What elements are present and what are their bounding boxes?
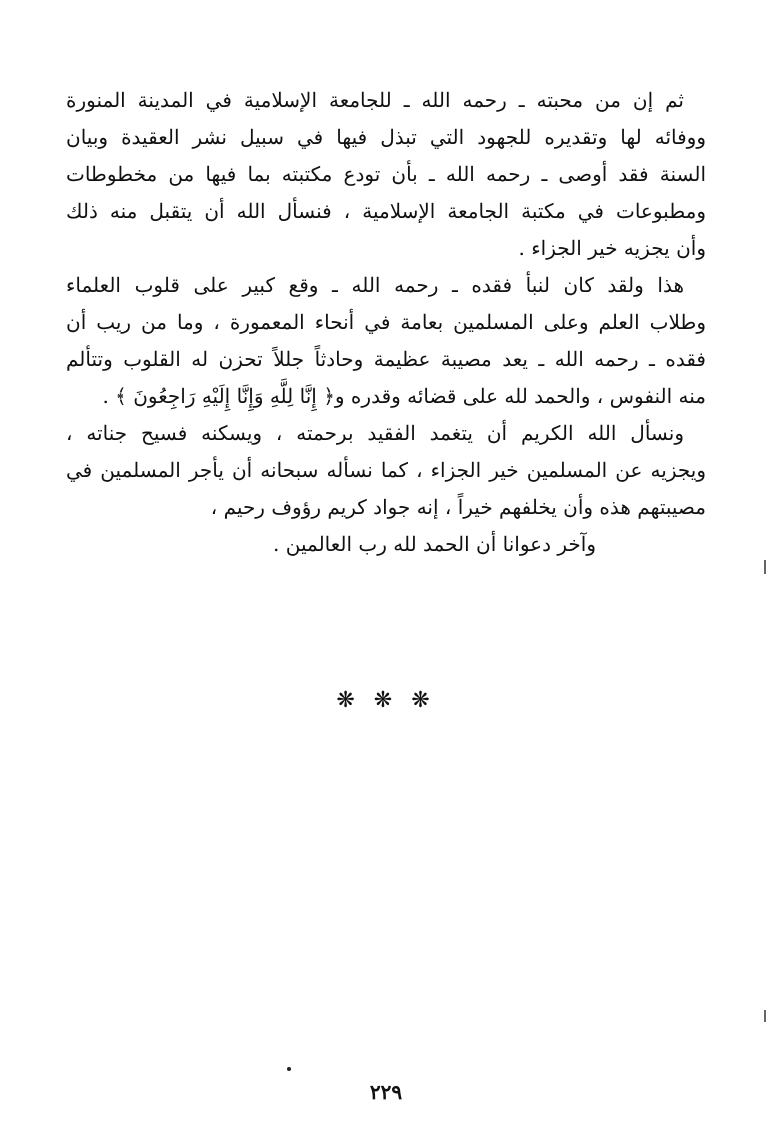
text-line: منه النفوس ، والحمد لله على قضائه وقدره و﴿ إِنَّا لِلَّهِ وَإِنَّا إِلَيْهِ رَاجِعُونَ ﴾ .: [102, 384, 706, 408]
section-separator: ❋ ❋ ❋: [336, 688, 436, 713]
paragraph-2: [66, 267, 706, 415]
body-text: [66, 82, 706, 563]
text-line: فقده ـ رحمه الله ـ يعد مصيبة عظيمة وحادثاً جللاً تحزن له القلوب وتتألم: [66, 347, 706, 371]
text-line: مصيبتهم هذه وأن يخلفهم خيراً ، إنه جواد كريم رؤوف رحيم ،: [210, 495, 706, 519]
page-number: ٢٢٩: [369, 1080, 403, 1104]
closing-paragraph: [66, 526, 706, 563]
text-line: هذا ولقد كان لنبأ فقده ـ رحمه الله ـ وقع كبير على قلوب العلماء: [66, 273, 684, 297]
text-line: وطلاب العلم وعلى المسلمين بعامة في أنحاء المعمورة ، وما من ريب أن: [66, 310, 706, 334]
text-line: السنة فقد أوصى ـ رحمه الله ـ بأن تودع مكتبته بما فيها من مخطوطات: [66, 162, 706, 186]
paragraph-3: [66, 415, 706, 526]
paragraph-1: [66, 82, 706, 267]
scan-edge-mark: [764, 560, 766, 574]
text-line: ويجزيه عن المسلمين خير الجزاء ، كما نسأله سبحانه أن يأجر المسلمين في: [66, 458, 706, 482]
stray-dot: [287, 1067, 291, 1071]
text-line: وأن يجزيه خير الجزاء .: [518, 236, 706, 260]
closing-line: وآخر دعوانا أن الحمد لله رب العالمين .: [273, 532, 596, 556]
text-line: ثم إن من محبته ـ رحمه الله ـ للجامعة الإسلامية في المدينة المنورة: [66, 88, 684, 112]
text-line: ونسأل الله الكريم أن يتغمد الفقيد برحمته ، ويسكنه فسيح جناته ،: [66, 421, 685, 445]
text-line: ومطبوعات في مكتبة الجامعة الإسلامية ، فنسأل الله أن يتقبل منه ذلك: [66, 199, 706, 223]
text-line: ووفائه لها وتقديره للجهود التي تبذل فيها في سبيل نشر العقيدة وبيان: [66, 125, 706, 149]
scan-edge-mark: [764, 1010, 766, 1022]
